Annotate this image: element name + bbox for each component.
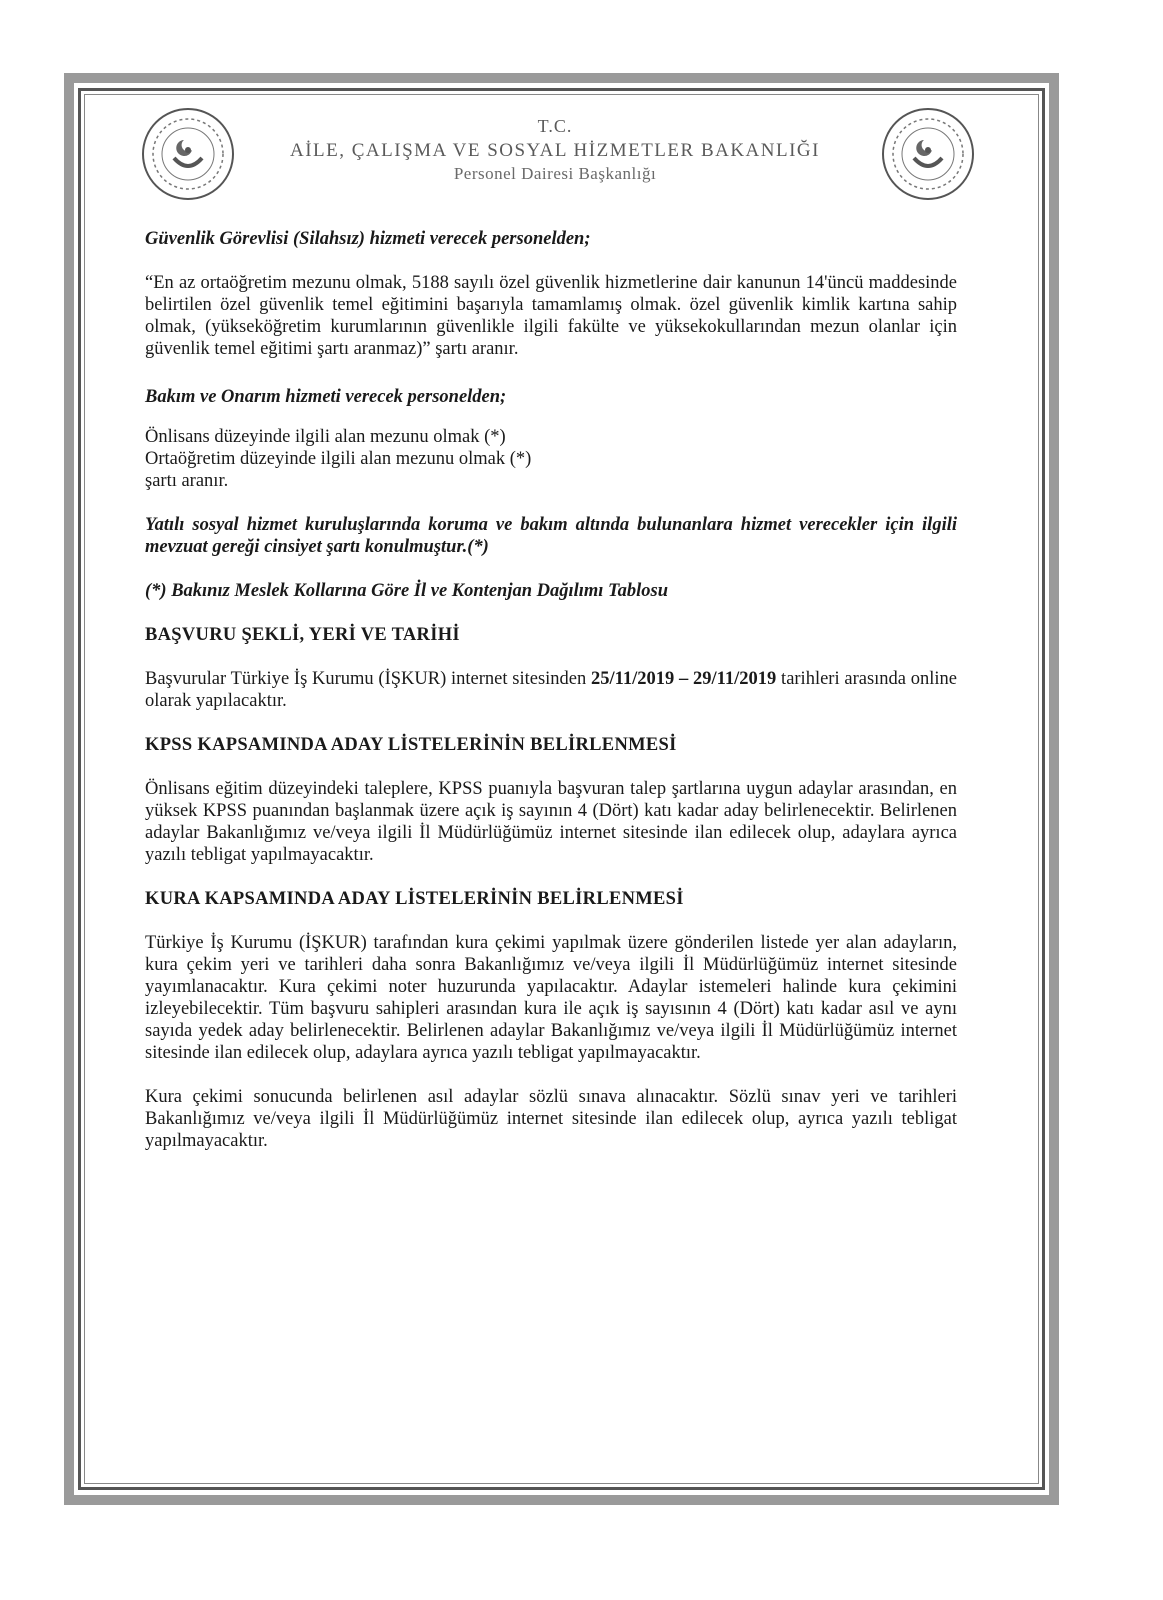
header-tc: T.C. [537,116,573,136]
document-body [145,228,957,1152]
kura-heading: KURA KAPSAMINDA ADAY LİSTELERİNİN BELİRLENMESİ [145,889,684,909]
bakim-line-3: şartı aranır. [145,471,229,491]
yatili-note: Yatılı sosyal hizmet kuruluşlarında koruma ve bakım altında bulunanlara hizmet verecekler için ilgili mevzuat gereği cinsiyet şartı konulmuştur.(*) [145,515,957,557]
bakiniz-note: (*) Bakınız Meslek Kollarına Göre İl ve Kontenjan Dağılımı Tablosu [145,581,669,601]
kpss-text: Önlisans eğitim düzeyindeki taleplere, KPSS puanıyla başvuran talep şartlarına uygun adaylar arasından, en yüksek KPSS puanından başlanmak üzere açık iş sayının 4 (Dört) katı kadar aday belirlenecektir. Belirlenen adaylar Bakanlığımız ve/veya ilgili İl Müdürlüğümüz internet sitesinde ilan edilecek olup, adaylara ayrıca yazılı tebligat yapılmayacaktır. [145,779,957,865]
basvuru-heading: BAŞVURU ŞEKLİ, YERİ VE TARİHİ [145,625,460,645]
ministry-seal-icon [140,106,236,202]
basvuru-text [145,668,957,712]
basvuru-text-before: Başvurular Türkiye İş Kurumu (İŞKUR) internet sitesinden [145,669,592,689]
letterhead [100,100,1020,210]
ministry-seal-icon [880,106,976,202]
guvenlik-text: “En az ortaöğretim mezunu olmak, 5188 sayılı özel güvenlik hizmetlerine dair kanunun 14'üncü maddesinde belirtilen özel güvenlik temel eğitimini başarıyla tamamlamış olmak. özel güvenlik kimlik kartına sahip olmak, (yükseköğretim kurumlarının güvenlikle ilgili fakülte ve yüksekokullarından mezun olanlar için güvenlik temel eğitimi şartı aranmaz)” şartı aranır. [145,273,957,359]
bakim-line-1: Önlisans düzeyinde ilgili alan mezunu olmak (*) [145,427,506,447]
header-ministry: AİLE, ÇALIŞMA VE SOSYAL HİZMETLER BAKANLIĞI [290,140,820,161]
bakim-heading: Bakım ve Onarım hizmeti verecek personelden; [145,387,507,407]
kpss-heading: KPSS KAPSAMINDA ADAY LİSTELERİNİN BELİRLENMESİ [145,735,677,755]
basvuru-dates: 25/11/2019 – 29/11/2019 [591,669,777,689]
basvuru-text-after: tarihleri arasında online olarak yapılacaktır. [145,669,957,711]
header-department: Personel Dairesi Başkanlığı [453,164,657,183]
guvenlik-heading: Güvenlik Görevlisi (Silahsız) hizmeti verecek personelden; [145,229,591,249]
kura-text: Türkiye İş Kurumu (İŞKUR) tarafından kura çekimi yapılmak üzere gönderilen listede yer alan adayların, kura çekim yeri ve tarihleri daha sonra Bakanlığımız ve/veya ilgili İl Müdürlüğümüz internet sitesinde yayımlanacaktır. Kura çekimi noter huzurunda yapılacaktır. Adaylar istemeleri halinde kura çekimini izleyebilecektir. Tüm başvuru sahipleri arasından kura ile açık iş sayısının 4 (Dört) katı kadar asıl ve aynı sayıda yedek aday belirlenecektir. Belirlenen adaylar Bakanlığımız ve/veya ilgili İl Müdürlüğümüz internet sitesinde ilan edilecek olup, adaylara ayrıca yazılı tebligat yapılmayacaktır. [145,933,957,1063]
kura-text-2: Kura çekimi sonucunda belirlenen asıl adaylar sözlü sınava alınacaktır. Sözlü sınav yeri ve tarihleri Bakanlığımız ve/veya ilgili İl Müdürlüğümüz internet sitesinde ilan edilecek olup, ayrıca yazılı tebligat yapılmayacaktır. [145,1087,957,1151]
bakim-line-2: Ortaöğretim düzeyinde ilgili alan mezunu olmak (*) [145,449,532,469]
